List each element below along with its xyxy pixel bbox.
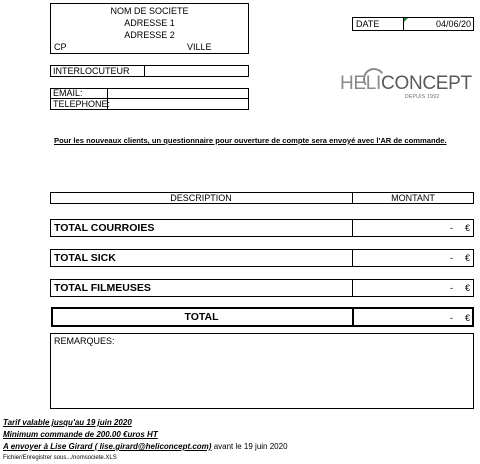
description-header: DESCRIPTION xyxy=(170,193,232,203)
company-name: NOM DE SOCIETE xyxy=(110,6,189,16)
date-value[interactable]: 04/06/20 xyxy=(436,19,472,29)
logo-heli: HELI xyxy=(340,73,382,94)
row-amount-currency: € xyxy=(465,253,471,263)
phone-label: TELEPHONE: xyxy=(53,99,111,109)
total-amount-currency: € xyxy=(465,313,471,323)
logo-concept: CONCEPT xyxy=(381,73,472,94)
amount-header: MONTANT xyxy=(391,193,435,203)
interlocutor-divider xyxy=(144,65,145,77)
heliconcept-logo xyxy=(340,68,472,102)
date-label: DATE xyxy=(356,19,380,29)
row-amount-dash[interactable]: - xyxy=(450,223,453,233)
row-divider xyxy=(352,249,353,267)
new-client-notice: Pour les nouveaux clients, un questionnaire pour ouverture de compte sera envoyé avec l'AR de commande. xyxy=(54,136,447,145)
footer-send-to-contact: A envoyer à Lise Girard ( lise.girard@heliconcept.com) xyxy=(3,442,212,451)
cell-comment-marker xyxy=(404,18,408,22)
cp-label: CP xyxy=(54,42,67,52)
company-address-2: ADRESSE 2 xyxy=(124,30,175,40)
row-amount-currency: € xyxy=(465,223,471,233)
row-amount-currency: € xyxy=(465,283,471,293)
footer-validity: Tarif valable jusqu'au 19 juin 2020 xyxy=(3,418,132,427)
row-amount-dash[interactable]: - xyxy=(450,283,453,293)
row-amount-dash[interactable]: - xyxy=(450,253,453,263)
footer-minimum: Minimum commande de 200.00 €uros HT xyxy=(3,430,158,439)
interlocutor-label: INTERLOCUTEUR xyxy=(53,66,130,76)
row-label-courroies: TOTAL COURROIES xyxy=(54,222,155,234)
logo-wordmark xyxy=(340,74,472,94)
city-label: VILLE xyxy=(187,42,212,52)
row-divider xyxy=(352,279,353,297)
row-label-filmeuses: TOTAL FILMEUSES xyxy=(54,282,151,294)
footer-save-as: Fichier/Enregistrer sous.../nomsociete.XLS xyxy=(3,455,117,461)
footer-send-to-deadline: avant le 19 juin 2020 xyxy=(211,442,288,451)
footer-send-to xyxy=(3,441,288,452)
total-divider xyxy=(352,307,354,327)
remarks-label: REMARQUES: xyxy=(54,336,115,346)
email-label: EMAIL: xyxy=(53,88,83,98)
logo-tagline: DEPUIS 1992 xyxy=(405,94,440,100)
total-amount-dash[interactable]: - xyxy=(450,313,453,323)
company-address-1: ADRESSE 1 xyxy=(124,18,175,28)
row-divider xyxy=(352,219,353,237)
row-label-sick: TOTAL SICK xyxy=(54,252,116,264)
total-label: TOTAL xyxy=(184,311,219,323)
